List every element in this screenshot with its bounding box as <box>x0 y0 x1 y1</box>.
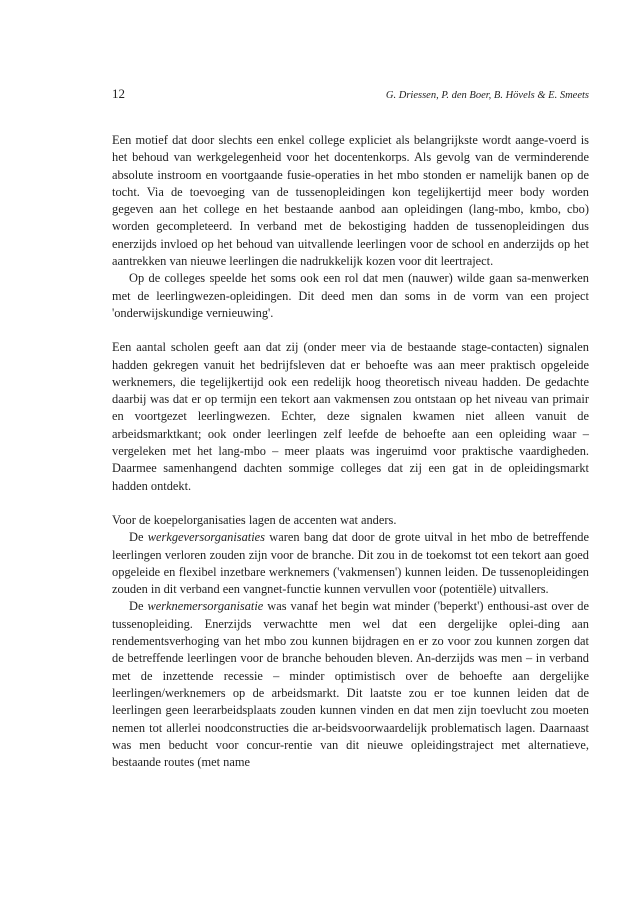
paragraph-motief <box>112 132 589 270</box>
running-head-authors: G. Driessen, P. den Boer, B. Hövels & E. Smeets <box>385 90 589 101</box>
emphasis-term: werkgeversorganisaties <box>147 530 265 545</box>
paragraph-scholen <box>112 339 589 495</box>
paragraph-colleges <box>112 270 589 322</box>
paragraph-text: Een motief dat door slechts een enkel college expliciet als belangrijkste wordt aange-voerd is het behoud van werkgelegenheid voor het docentenkorps. Als gevolg van de verminderende absolute instroom en voortgaande fusie-operaties in het mbo stonden er namelijk banen op de tocht. Via de toevoeging van de tussenopleidingen kon tegelijkertijd meer body worden gegeven aan het college en het bestaande aanbod aan opleidingen (lang-mbo, kmbo, cbo) worden gecompleteerd. In verband met de bekostiging hadden de tussenopleidingen dus enerzijds invloed op het behoud van uitvallende leerlingen voor de school en anderzijds op het aantrekken van nieuwe leerlingen die nadrukkelijk kozen voor dit leertraject. <box>112 133 589 269</box>
paragraph-lead: De <box>129 530 148 545</box>
paragraph-text: was vanaf het begin wat minder ('beperkt') enthousi-ast over de tussenopleiding. Enerzijds verwachtte men wel dat een dergelijke oplei-ding aan rendementsverhoging van het mbo zou kunnen bijdragen en er zo voor zou kunnen zorgen dat de betreffende leerlingen voor de branche behouden bleven. An-derzijds was men – in verband met de inzettende recessie – minder optimistisch over de behoefte aan dergelijke leerlingen/werknemers op de arbeidsmarkt. Dit laatste zou er toe kunnen leiden dat de leerlingen geen leerarbeidsplaats zouden kunnen vinden en dat men zijn toevlucht zou moeten nemen tot allerlei noodconstructies die ar-beidsvoorwaardelijk problematisch lagen. Daarnaast was men beducht voor concur-rentie van dit nieuwe opleidingstraject met alternatieve, bestaande routes (met name <box>112 599 590 770</box>
emphasis-term: werknemersorganisatie <box>147 599 264 614</box>
page-number: 12 <box>112 86 125 101</box>
running-head <box>112 86 589 110</box>
body-text <box>112 132 589 771</box>
paragraph-text: waren bang dat door de grote uitval in het mbo de betreffende leerlingen verloren zouden zijn voor de branche. Dit zou in de toekomst tot een tekort aan goed opgeleide en flexibel inzetbare werknemers ('vakmensen') kunnen leiden. De tussenopleidingen zouden in dit verband een vangnet-functie kunnen vervullen voor (potentiële) uitvallers. <box>112 530 589 597</box>
paragraph-text: Op de colleges speelde het soms ook een rol dat men (nauwer) wilde gaan sa-menwerken met de leerlingwezen-opleidingen. Dit deed men dan soms in de vorm van een project 'onderwijskundige vernieuwing'. <box>112 271 589 320</box>
paragraph-koepelorganisaties <box>112 512 589 529</box>
paragraph-text: Een aantal scholen geeft aan dat zij (onder meer via de bestaande stage-contacten) signalen hadden gekregen vanuit het bedrijfsleven dat er behoefte was aan meer praktisch opgeleide werknemers, die tegelijkertijd ook een redelijk hoog theoretisch niveau hadden. De gedachte daarbij was dat er op termijn een tekort aan vakmensen zou ontstaan op het niveau van primair en voortgezet leerlingwezen. Echter, deze signalen kwamen niet alleen vanuit de arbeidsmarktkant; ook onder leerlingen zelf leefde de behoefte aan een opleiding waar – vergeleken met het lang-mbo – meer plaats was ingeruimd voor praktische vaardigheden. Daarmee samenhangend dachten sommige colleges dat zij een gat in de opleidingsmarkt hadden ontdekt. <box>112 340 589 493</box>
paragraph-werkgeversorganisaties <box>112 529 589 598</box>
paragraph-lead: De <box>129 599 148 614</box>
paragraph-werknemersorganisatie <box>112 598 589 771</box>
page <box>112 86 589 771</box>
paragraph-text: Voor de koepelorganisaties lagen de accenten wat anders. <box>112 512 397 527</box>
